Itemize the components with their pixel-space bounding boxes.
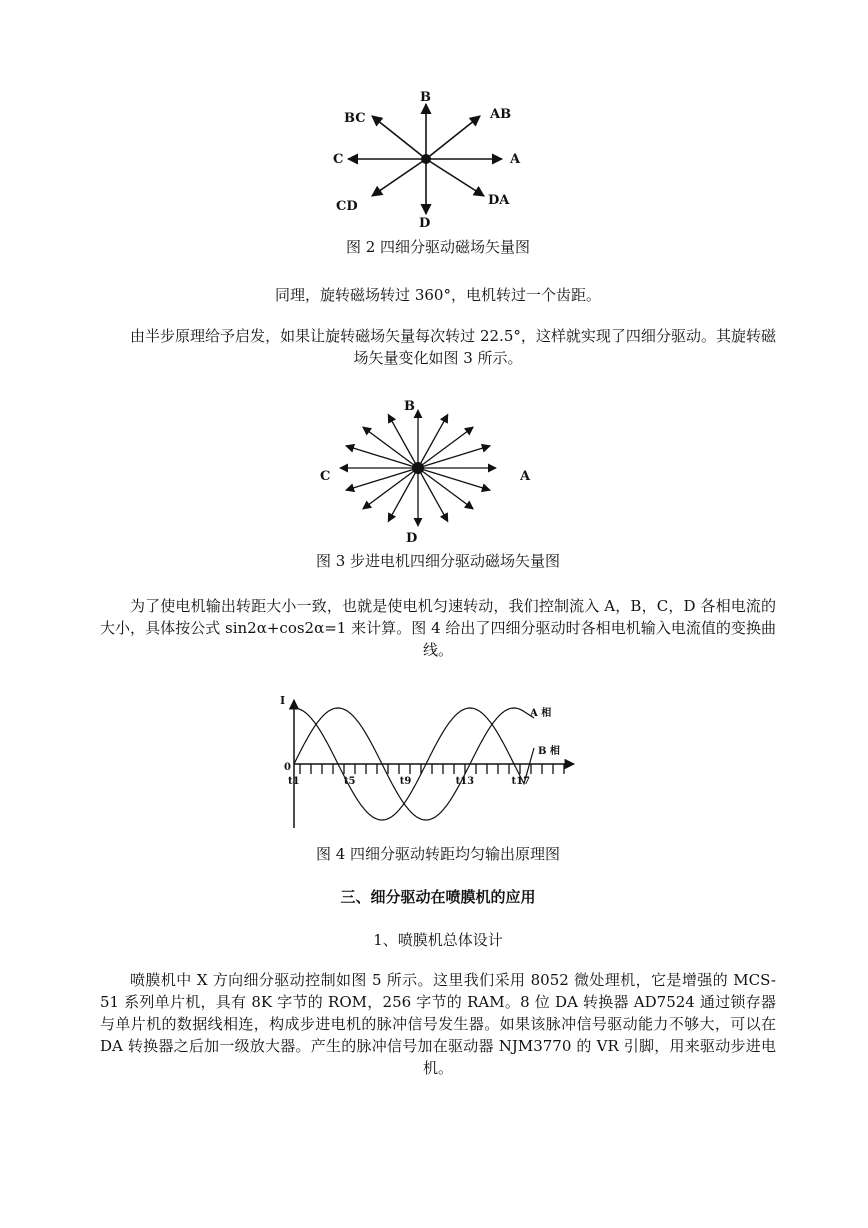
label-cd: CD	[336, 199, 358, 214]
paragraph-3: 为了使电机输出转距大小一致，也就是使电机匀速转动，我们控制流入 A，B，C，D 各相电流的大小，具体按公式 sin2α+cos2α=1 来计算。图 4 给出了四细分驱动时各相电机输入电流值的变换曲线。	[100, 597, 776, 659]
vector-cd	[372, 159, 426, 196]
center-dot	[412, 462, 424, 474]
vector-ab	[426, 116, 480, 159]
label-ab: AB	[490, 107, 512, 122]
tick-label-t5: t5	[343, 776, 356, 787]
label-c: C	[320, 469, 331, 484]
paragraph-1: 同理，旋转磁场转过 360°，电机转过一个齿距。	[275, 286, 601, 304]
figure-2-caption: 图 2 四细分驱动磁场矢量图	[345, 238, 531, 256]
paragraph-4: 喷膜机中 X 方向细分驱动控制如图 5 所示。这里我们采用 8052 微处理机，它是增强的 MCS-51 系列单片机，具有 8K 字节的 ROM，256 字节的 RAM。8 位 DA 转换器 AD7524 通过锁存器与单片机的数据线相连，构成步进电机的脉冲信号发生器。如果该脉冲信号驱动能力不够大，可以在 DA 转换器之后加一级放大器。产生的脉冲信号加在驱动器 NJM3770 的 VR 引脚，用来驱动步进电机。	[100, 971, 776, 1077]
tick-label-t17: t17	[511, 776, 531, 787]
vector-10	[363, 468, 418, 509]
vector-2	[418, 427, 473, 468]
label-d: D	[406, 531, 418, 544]
section-heading: 三、细分驱动在喷膜机的应用	[340, 888, 536, 906]
figure-2-vector-diagram	[330, 88, 530, 230]
origin-label: 0	[284, 762, 291, 773]
phase-a-label: A 相	[530, 708, 552, 719]
label-da: DA	[488, 193, 510, 208]
label-c: C	[333, 152, 344, 167]
tick-label-t9: t9	[399, 776, 412, 787]
vector-bc	[372, 116, 426, 159]
figure-4-current-curves	[272, 688, 582, 834]
label-b: B	[420, 90, 431, 105]
label-a: A	[510, 152, 521, 167]
figure-4-caption: 图 4 四细分驱动转距均匀输出原理图	[315, 845, 561, 863]
vector-14	[418, 468, 473, 509]
vector-6	[363, 427, 418, 468]
y-label: I	[280, 694, 286, 707]
subsection-heading: 1、喷膜机总体设计	[373, 931, 503, 949]
label-d: D	[419, 216, 431, 230]
center-dot	[421, 154, 431, 164]
label-a: A	[520, 469, 531, 484]
tick-label-t1: t1	[288, 776, 300, 787]
vector-da	[426, 159, 484, 196]
label-b: B	[404, 399, 415, 414]
label-bc: BC	[344, 111, 366, 126]
figure-3-vector-diagram	[316, 396, 536, 544]
tick-label-t13: t13	[455, 776, 475, 787]
figure-3-caption: 图 3 步进电机四细分驱动磁场矢量图	[315, 552, 561, 570]
phase-b-label: B 相	[538, 746, 560, 757]
paragraph-2: 由半步原理给予启发，如果让旋转磁场矢量每次转过 22.5°，这样就实现了四细分驱动。其旋转磁场矢量变化如图 3 所示。	[130, 327, 776, 367]
